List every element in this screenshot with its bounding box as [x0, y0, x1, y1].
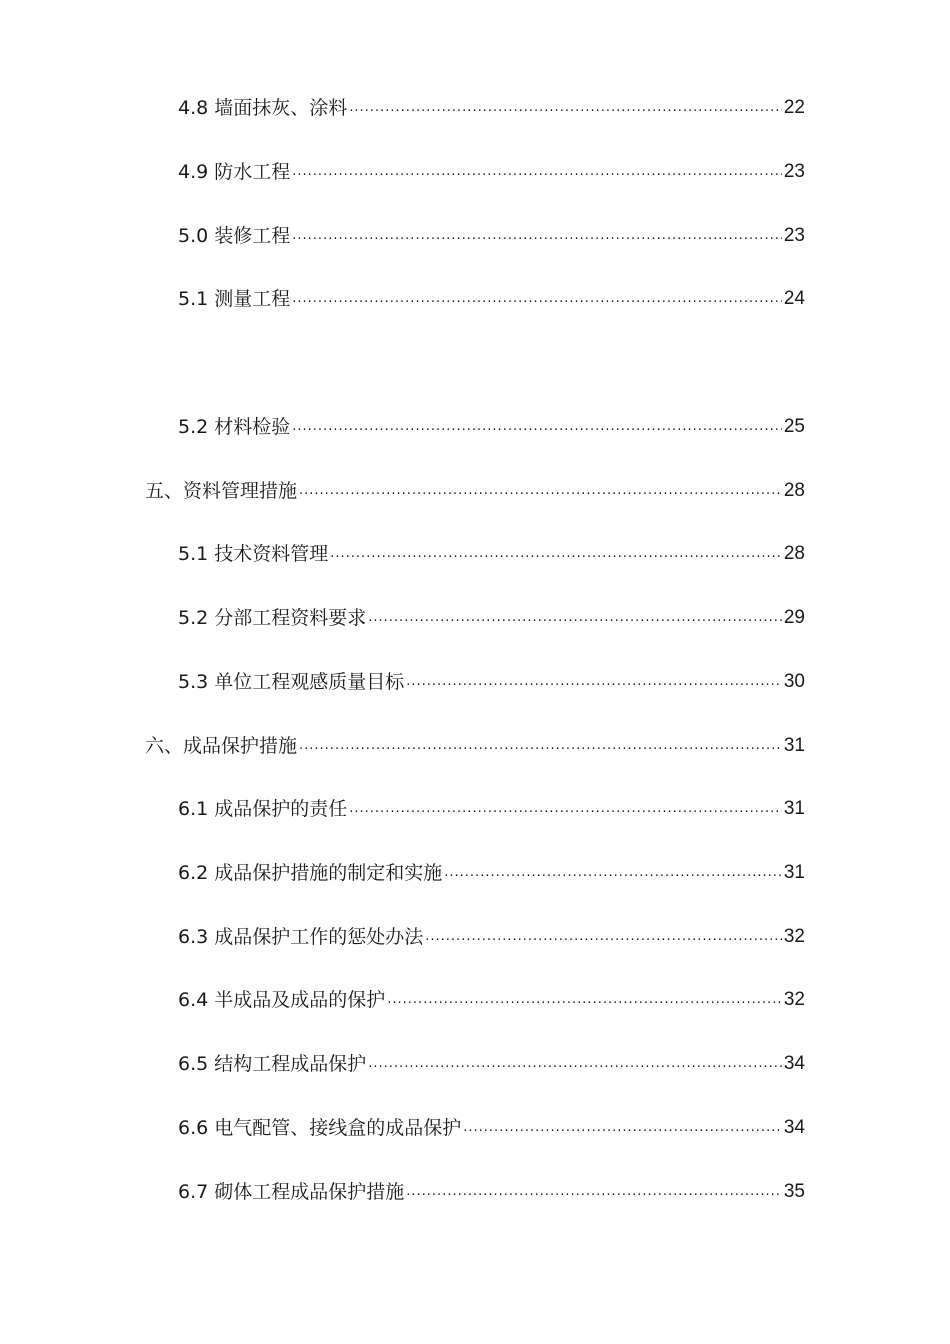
toc-entry-page: 28 [783, 543, 805, 564]
toc-entry[interactable] [178, 91, 805, 121]
toc-entry-page: 22 [783, 97, 805, 118]
toc-dot-leader [292, 225, 782, 247]
toc-entry-page: 31 [783, 735, 805, 756]
toc-entry-page: 23 [783, 161, 805, 182]
toc-entry-title: 4.9 防水工程 [178, 161, 291, 183]
toc-dot-leader [299, 735, 782, 757]
toc-entry-page: 31 [783, 798, 805, 819]
toc-entry-title: 5.2 分部工程资料要求 [178, 607, 367, 629]
toc-dot-leader [349, 798, 782, 820]
toc-entry[interactable] [178, 537, 805, 567]
toc-dot-leader [292, 161, 782, 183]
toc-entry-title: 六、成品保护措施 [145, 735, 298, 757]
toc-entry-title: 6.3 成品保护工作的惩处办法 [178, 926, 424, 948]
toc-entry-page: 34 [783, 1117, 805, 1138]
toc-entry-title: 6.4 半成品及成品的保护 [178, 989, 386, 1011]
toc-entry[interactable] [178, 1047, 805, 1077]
toc-entry[interactable] [178, 1111, 805, 1141]
toc-entry-title: 5.2 材料检验 [178, 416, 291, 438]
toc-entry-title: 5.3 单位工程观感质量目标 [178, 671, 405, 693]
toc-entry[interactable] [178, 920, 805, 950]
toc-entry[interactable] [178, 1175, 805, 1205]
toc-dot-leader [330, 543, 782, 565]
toc-entry-page: 34 [783, 1053, 805, 1074]
toc-entry-page: 25 [783, 416, 805, 437]
toc-entry[interactable] [178, 792, 805, 822]
toc-entry[interactable] [178, 665, 805, 695]
toc-entry[interactable] [178, 282, 805, 312]
toc-dot-leader [292, 416, 782, 438]
toc-dot-leader [368, 1053, 782, 1075]
toc-entry-page: 35 [783, 1181, 805, 1202]
toc-dot-leader [444, 862, 782, 884]
toc-entry-page: 31 [783, 862, 805, 883]
toc-entry-title: 6.7 砌体工程成品保护措施 [178, 1181, 405, 1203]
toc-entry-page: 32 [783, 989, 805, 1010]
toc-entry[interactable] [178, 601, 805, 631]
toc-entry-title: 5.1 技术资料管理 [178, 543, 329, 565]
toc-entry-title: 6.5 结构工程成品保护 [178, 1053, 367, 1075]
toc-entry-title: 5.0 装修工程 [178, 225, 291, 247]
toc-entry-title: 6.1 成品保护的责任 [178, 798, 348, 820]
toc-dot-leader [349, 97, 782, 119]
toc-entry-page: 29 [783, 607, 805, 628]
toc-entry-title: 五、资料管理措施 [145, 480, 298, 502]
toc-entry[interactable] [178, 410, 805, 440]
toc-dot-leader [368, 607, 782, 629]
toc-entry-page: 23 [783, 225, 805, 246]
toc-entry[interactable] [145, 474, 805, 504]
toc-entry-title: 5.1 测量工程 [178, 288, 291, 310]
toc-entry-title: 6.2 成品保护措施的制定和实施 [178, 862, 443, 884]
toc-entry[interactable] [178, 219, 805, 249]
toc-entry[interactable] [145, 729, 805, 759]
toc-entry[interactable] [178, 856, 805, 886]
toc-dot-leader [387, 989, 782, 1011]
toc-entry[interactable] [178, 983, 805, 1013]
toc-dot-leader [299, 480, 782, 502]
toc-entry-title: 6.6 电气配管、接线盒的成品保护 [178, 1117, 462, 1139]
toc-dot-leader [406, 1181, 782, 1203]
toc-entry-page: 32 [783, 926, 805, 947]
toc-entry-title: 4.8 墙面抹灰、涂料 [178, 97, 348, 119]
toc-entry-page: 30 [783, 671, 805, 692]
toc-dot-leader [425, 926, 782, 948]
toc-dot-leader [463, 1117, 782, 1139]
toc-entry-page: 24 [783, 288, 805, 309]
toc-dot-leader [292, 288, 782, 310]
toc-entry[interactable] [178, 155, 805, 185]
toc-dot-leader [406, 671, 782, 693]
toc-entry-page: 28 [783, 480, 805, 501]
